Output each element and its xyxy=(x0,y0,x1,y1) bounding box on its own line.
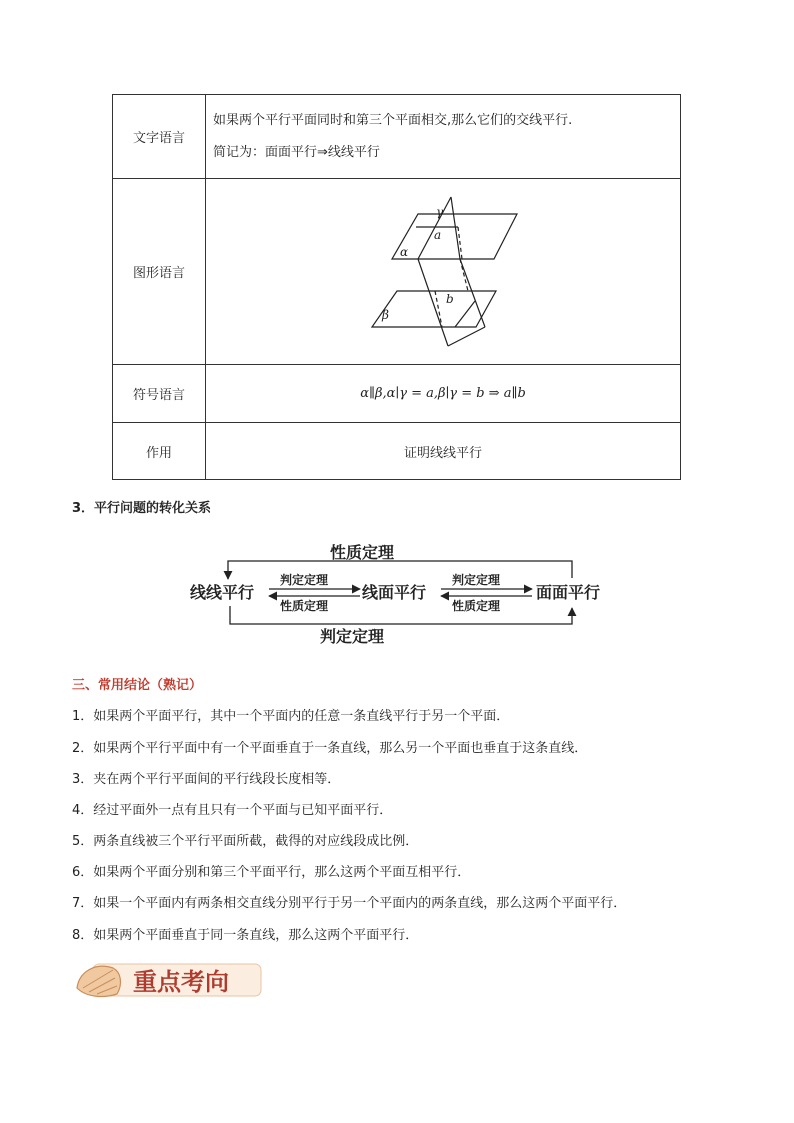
arrow2-lower-label: 性质定理 xyxy=(452,599,501,613)
row-label-text-language: 文字语言 xyxy=(113,95,206,179)
theorem-statement: 如果两个平行平面同时和第三个平面相交,那么它们的交线平行. xyxy=(213,112,573,128)
conversion-diagram xyxy=(180,538,620,650)
conclusions-title: 三、常用结论（熟记） xyxy=(72,678,203,693)
planes-figure xyxy=(206,179,681,364)
usage-text: 证明线线平行 xyxy=(206,423,681,480)
row-label-figure-language: 图形语言 xyxy=(113,179,206,365)
figure-cell xyxy=(206,179,681,365)
conclusion-item: 6．如果两个平面分别和第三个平面平行，那么这两个平面互相平行． xyxy=(72,865,471,880)
gamma-edge-bottom xyxy=(448,327,485,346)
gamma-edge-left xyxy=(418,259,448,346)
conclusion-item: 3．夹在两个平行平面间的平行线段长度相等． xyxy=(72,772,341,787)
intersection-b xyxy=(455,301,475,327)
label-beta: β xyxy=(382,308,389,322)
conclusion-item: 8．如果两个平面垂直于同一条直线，那么这两个平面平行． xyxy=(72,928,419,943)
conclusion-item: 1．如果两个平面平行，其中一个平面内的任意一条直线平行于另一个平面． xyxy=(72,709,510,724)
gamma-edge-right xyxy=(460,259,485,327)
theorem-short: 简记为：面面平行⇒线线平行 xyxy=(213,144,380,160)
hidden-edge-3 xyxy=(435,291,442,327)
arrow1-lower-label: 性质定理 xyxy=(280,599,329,613)
hidden-edge-1 xyxy=(458,227,462,259)
label-alpha: α xyxy=(400,245,409,259)
theorem-table xyxy=(112,94,681,480)
row-label-symbol-language: 符号语言 xyxy=(113,365,206,423)
symbol-formula: α∥β,α∣γ = a,β∣γ = b ⇒ a∥b xyxy=(206,365,681,423)
arrow1-upper-label: 判定定理 xyxy=(280,573,329,587)
conclusion-item: 2．如果两个平行平面中有一个平面垂直于一条直线，那么另一个平面也垂直于这条直线． xyxy=(72,741,588,756)
section-heading-3: 3．平行问题的转化关系 xyxy=(72,501,212,516)
row-label-usage: 作用 xyxy=(113,423,206,480)
conclusion-item: 7．如果一个平面内有两条相交直线分别平行于另一个平面内的两条直线，那么这两个平面平行． xyxy=(72,896,627,911)
label-a: a xyxy=(434,228,442,242)
node-line-plane: 线面平行 xyxy=(362,583,427,602)
bottom-label: 判定定理 xyxy=(320,627,385,646)
label-b: b xyxy=(446,292,454,306)
text-language-cell xyxy=(206,95,681,179)
node-plane-plane: 面面平行 xyxy=(536,583,601,602)
label-gamma: γ xyxy=(436,205,444,219)
seashell-icon xyxy=(77,966,120,996)
conclusion-item: 4．经过平面外一点有且只有一个平面与已知平面平行． xyxy=(72,803,393,818)
node-line-line: 线线平行 xyxy=(190,583,255,602)
conclusion-item: 5．两条直线被三个平行平面所截，截得的对应线段成比例． xyxy=(72,834,419,849)
banner-text: 重点考向 xyxy=(133,967,229,996)
key-topics-banner xyxy=(73,958,263,1000)
top-label: 性质定理 xyxy=(330,543,395,562)
arrow2-upper-label: 判定定理 xyxy=(452,573,501,587)
plane-beta-outline xyxy=(372,291,496,327)
